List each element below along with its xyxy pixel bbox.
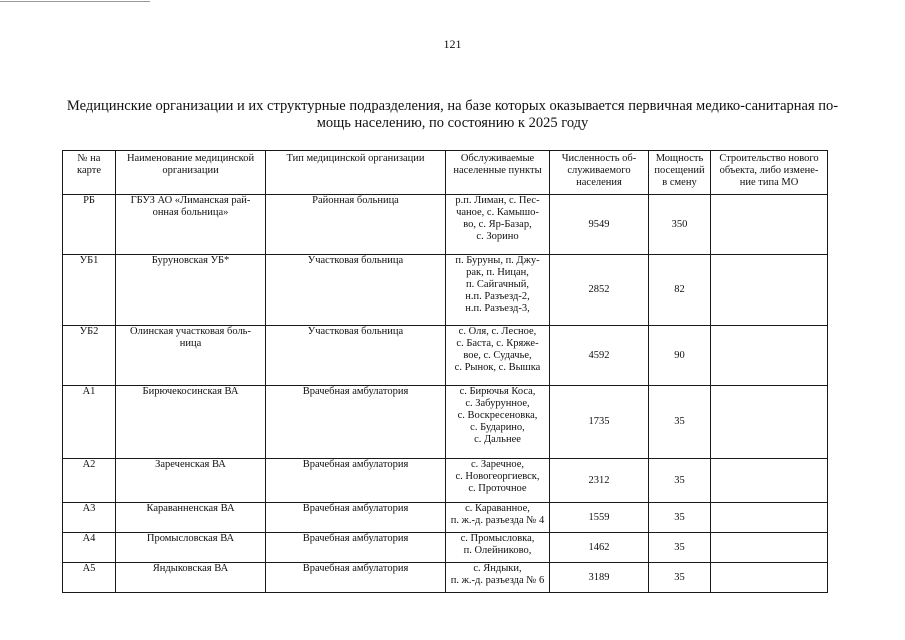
population-cell: 9549 bbox=[550, 195, 649, 255]
capacity-cell: 35 bbox=[649, 459, 711, 503]
organization-name-cell: ГБУЗ АО «Лиманская рай- онная больница» bbox=[116, 195, 266, 255]
organization-type-cell: Врачебная амбулатория bbox=[266, 533, 446, 563]
table-row bbox=[63, 563, 828, 593]
served-settlements-cell: с. Оля, с. Лесное, с. Баста, с. Кряже- вое, с. Судачье, с. Рынок, с. Вышка bbox=[446, 326, 550, 386]
table-row bbox=[63, 459, 828, 503]
organization-name-cell: Караванненская ВА bbox=[116, 503, 266, 533]
population-cell: 2852 bbox=[550, 255, 649, 326]
organization-name-cell: Бирючекосинская ВА bbox=[116, 386, 266, 459]
map-number-cell: А4 bbox=[63, 533, 116, 563]
organization-type-cell: Врачебная амбулатория bbox=[266, 503, 446, 533]
document-title-line: Медицинские организации и их структурные подразделения, на базе которых оказывается первичная медико-санитарная по- bbox=[66, 98, 839, 114]
document-title-line: мощь населению, по состоянию к 2025 году bbox=[316, 115, 589, 131]
top-edge-rule bbox=[0, 1, 150, 2]
map-number-cell: УБ2 bbox=[63, 326, 116, 386]
served-settlements-cell: с. Промысловка, п. Олейниково, bbox=[446, 533, 550, 563]
table-row bbox=[63, 255, 828, 326]
map-number-cell: УБ1 bbox=[63, 255, 116, 326]
capacity-cell: 82 bbox=[649, 255, 711, 326]
organization-name-cell: Олинская участковая боль- ница bbox=[116, 326, 266, 386]
table-row bbox=[63, 195, 828, 255]
construction-cell bbox=[711, 386, 828, 459]
population-cell: 1559 bbox=[550, 503, 649, 533]
population-cell: 3189 bbox=[550, 563, 649, 593]
served-settlements-cell: с. Бирючья Коса, с. Забурунное, с. Воскресеновка, с. Бударино, с. Дальнее bbox=[446, 386, 550, 459]
organization-type-cell: Врачебная амбулатория bbox=[266, 563, 446, 593]
construction-cell bbox=[711, 195, 828, 255]
medical-organizations-table bbox=[62, 150, 828, 593]
map-number-cell: А3 bbox=[63, 503, 116, 533]
capacity-cell: 90 bbox=[649, 326, 711, 386]
column-header-organization-name: Наименование медицинской организации bbox=[116, 151, 266, 195]
population-cell: 1462 bbox=[550, 533, 649, 563]
construction-cell bbox=[711, 326, 828, 386]
construction-cell bbox=[711, 563, 828, 593]
organization-name-cell: Яндыковская ВА bbox=[116, 563, 266, 593]
table-row bbox=[63, 386, 828, 459]
organization-type-cell: Участковая больница bbox=[266, 255, 446, 326]
construction-cell bbox=[711, 255, 828, 326]
capacity-cell: 350 bbox=[649, 195, 711, 255]
table-row bbox=[63, 533, 828, 563]
table-row bbox=[63, 326, 828, 386]
table-row bbox=[63, 503, 828, 533]
population-cell: 1735 bbox=[550, 386, 649, 459]
map-number-cell: А1 bbox=[63, 386, 116, 459]
page-number: 121 bbox=[443, 37, 462, 51]
construction-cell bbox=[711, 503, 828, 533]
column-header-map-number: № на карте bbox=[63, 151, 116, 195]
capacity-cell: 35 bbox=[649, 386, 711, 459]
served-settlements-cell: р.п. Лиман, с. Пес- чаное, с. Камышо- во, с. Яр-Базар, с. Зорино bbox=[446, 195, 550, 255]
served-settlements-cell: п. Буруны, п. Джу- рак, п. Ницан, п. Сайгачный, н.п. Разъезд-2, н.п. Разъезд-3, bbox=[446, 255, 550, 326]
column-header-organization-type: Тип медицинской организации bbox=[266, 151, 446, 195]
population-cell: 4592 bbox=[550, 326, 649, 386]
construction-cell bbox=[711, 533, 828, 563]
organization-name-cell: Промысловская ВА bbox=[116, 533, 266, 563]
column-header-visit-capacity: Мощность посещений в смену bbox=[649, 151, 711, 195]
capacity-cell: 35 bbox=[649, 563, 711, 593]
organization-type-cell: Врачебная амбулатория bbox=[266, 386, 446, 459]
document-title bbox=[60, 98, 845, 132]
organization-type-cell: Врачебная амбулатория bbox=[266, 459, 446, 503]
column-header-served-settlements: Обслуживаемые населенные пункты bbox=[446, 151, 550, 195]
organization-name-cell: Буруновская УБ* bbox=[116, 255, 266, 326]
map-number-cell: А2 bbox=[63, 459, 116, 503]
organization-type-cell: Участковая больница bbox=[266, 326, 446, 386]
served-settlements-cell: с. Караванное, п. ж.-д. разъезда № 4 bbox=[446, 503, 550, 533]
capacity-cell: 35 bbox=[649, 533, 711, 563]
capacity-cell: 35 bbox=[649, 503, 711, 533]
map-number-cell: А5 bbox=[63, 563, 116, 593]
table-header-row bbox=[63, 151, 828, 195]
organization-name-cell: Зареченская ВА bbox=[116, 459, 266, 503]
organization-type-cell: Районная больница bbox=[266, 195, 446, 255]
map-number-cell: РБ bbox=[63, 195, 116, 255]
construction-cell bbox=[711, 459, 828, 503]
population-cell: 2312 bbox=[550, 459, 649, 503]
served-settlements-cell: с. Яндыки, п. ж.-д. разъезда № 6 bbox=[446, 563, 550, 593]
column-header-construction: Строительство нового объекта, либо измене- ние типа МО bbox=[711, 151, 828, 195]
served-settlements-cell: с. Заречное, с. Новогеоргиевск, с. Проточное bbox=[446, 459, 550, 503]
column-header-served-population: Численность об- служиваемого населения bbox=[550, 151, 649, 195]
